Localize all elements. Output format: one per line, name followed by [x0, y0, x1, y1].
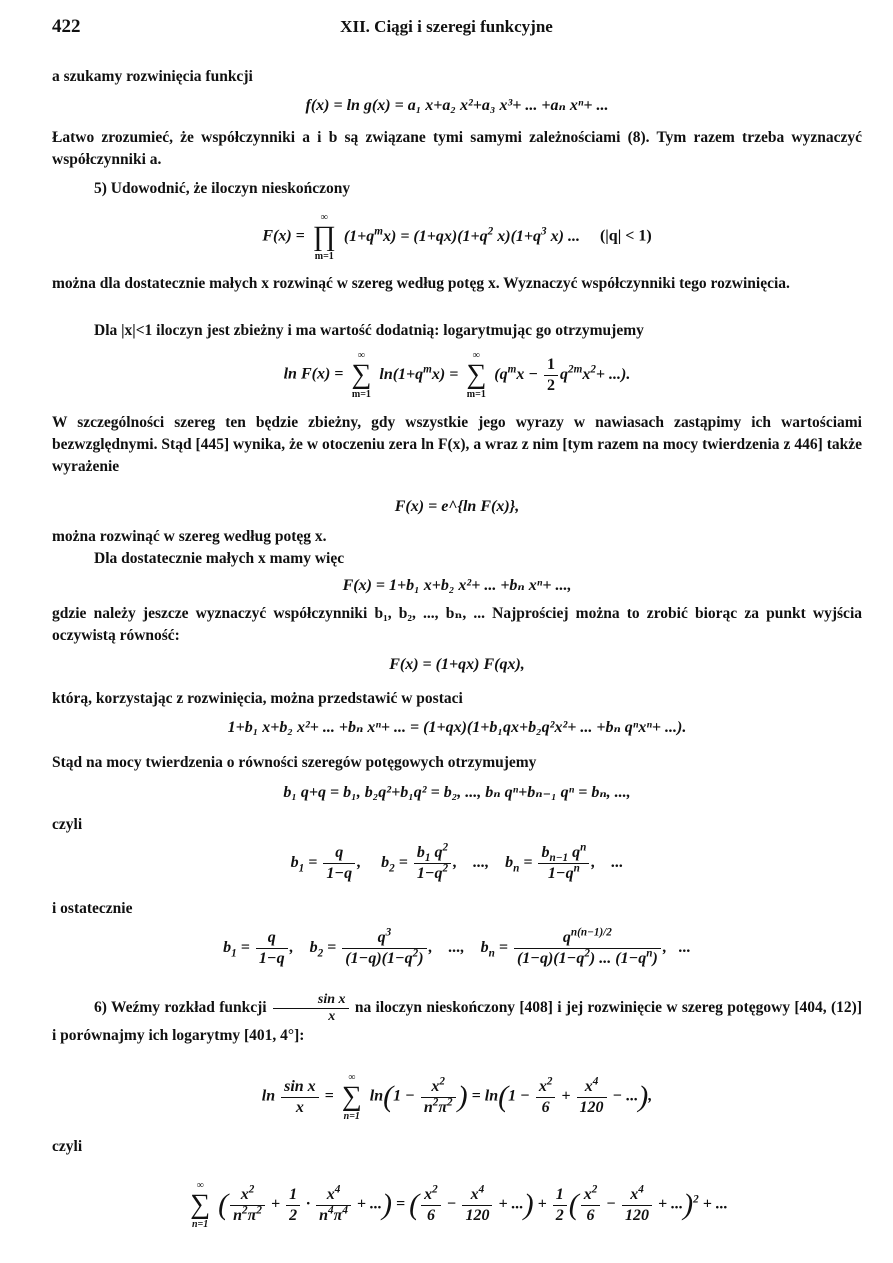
- equation-2-condition: (|q| < 1): [599, 227, 652, 245]
- paragraph-11: Stąd na mocy twierdzenia o równości szeregów potęgowych otrzymujemy: [52, 754, 537, 771]
- paragraph-3: 5) Udowodnić, że iloczyn nieskończony: [94, 180, 351, 197]
- equation-2: F(x) = ∞ ∏ m=1 $(1+q^mx) = (1+qx)(1+q^2$ $x)(1+q^3$ x) ... (|q| < 1): [262, 212, 652, 262]
- equation-6: F(x) = (1+qx) F(qx),: [389, 656, 525, 673]
- paragraph-14: [52, 992, 862, 1047]
- paragraph-6: W szczególności szereg ten będzie zbieżny, gdy wszystkie jego wyrazy w nawiasach zastąpimy ich wartościami bezwzględnymi. Stąd [445] wynika, że w otoczeniu zera ln F(x), a wraz z nim [tym razem na mocy twierdzenia z 446] także wyrażenie: [52, 414, 862, 475]
- page-number: 422: [52, 16, 81, 37]
- equation-4: F(x) = e^{ln F(x)},: [394, 498, 520, 515]
- equation-7: 1+b₁ x+b₂ x²+ ... +bₙ xⁿ+ ... = (1+qx)(1+b₁qx+b₂q²x²+ ... +bₙ qⁿxⁿ+ ...).: [227, 719, 687, 736]
- equation-11: ln $\frac{\text{sin x}}{x}$ = ∞ ∑ n=1 ln(1 − $\frac{x^2}{n^2\pi^2}$ ) = ln(1 − $\frac{x^2}{6}$ + $\frac{x^4}{120}$ − ...),: [261, 1072, 653, 1122]
- paragraph-15: czyli: [52, 1138, 83, 1155]
- paragraph-8: Dla dostatecznie małych x mamy więc: [94, 550, 345, 567]
- equation-5: F(x) = 1+b₁ x+b₂ x²+ ... +bₙ xⁿ+ ...,: [342, 577, 572, 594]
- equation-3: ln F(x) = ∞ ∑ m=1 $\ln(1+q^mx)$ = ∞ ∑ m=1 ($q^mx$ − $\frac{1}{2}$ $q^{2m}x^2+$ ...).: [283, 350, 631, 400]
- paragraph-1: a szukamy rozwinięcia funkcji: [52, 68, 253, 85]
- paragraph-4: można dla dostatecznie małych x rozwinąć w szereg według potęg x. Wyznaczyć współczynniki tego rozwinięcia.: [52, 275, 790, 292]
- paragraph-10: którą, korzystając z rozwinięcia, można przedstawić w postaci: [52, 690, 463, 707]
- paragraph-5: Dla |x|<1 iloczyn jest zbieżny i ma wartość dodatnią: logarytmując go otrzymujemy: [94, 322, 644, 339]
- equation-10: $b_1$ = $\frac{q}{1-q}$ , $b_2$ = $\frac{q^3}{(1-q)(1-q^2)}$ , ..., $b_n$ = $\frac{q^{n(n-1)/2}}{(1-q)(1-q^2) ... (1-q^n)}$ , ...: [223, 926, 691, 967]
- equation-1: f(x) = ln g(x) = a₁ x+a₂ x²+a₃ x³+ ... +aₙ xⁿ+ ...: [305, 97, 609, 114]
- paragraph-14-end: na iloczyn nieskończony [408] i jej rozwinięcie w szereg potęgowy [404, (12)] i porównajmy ich logarytmy [401, 4°]:: [52, 999, 862, 1044]
- equation-8: b₁ q+q = b₁, b₂q²+b₁q² = b₂, ..., bₙ qⁿ+bₙ₋₁ qⁿ = bₙ, ...,: [283, 784, 631, 801]
- page-header: [52, 16, 841, 40]
- running-title: XII. Ciągi i szeregi funkcyjne: [340, 17, 553, 36]
- paragraph-14-start: 6) Weźmy rozkład funkcji: [94, 999, 267, 1017]
- paragraph-9: gdzie należy jeszcze wyznaczyć współczynniki b₁, b₂, ..., bₙ, ... Najprościej można to zrobić biorąc za punkt wyjścia oczywistą równość:: [52, 605, 862, 644]
- paragraph-13: i ostatecznie: [52, 900, 133, 917]
- paragraph-7: można rozwinąć w szereg według potęg x.: [52, 528, 327, 545]
- equation-12: ∞ ∑ n=1 ( $\frac{x^2}{n^2\pi^2}$ + $\frac{1}{2}$ · $\frac{x^4}{n^4\pi^4}$ + ...) = ( $\frac{x^2}{6}$ − $\frac{x^4}{120}$ + ...) + $\frac{1}{2}$ ( $\frac{x^2}{6}$ − $\frac{x^4}{120}$ + ...)$^2$ + ...: [190, 1180, 728, 1230]
- paragraph-2: Łatwo zrozumieć, że współczynniki a i b są związane tymi samymi zależnościami (8). Tym razem trzeba wyznaczyć współczynniki a.: [52, 129, 862, 168]
- sinx-over-x-fraction: $\frac{\text{sin x}}{x}$: [273, 992, 349, 1025]
- paragraph-12: czyli: [52, 816, 83, 833]
- equation-9: $b_1$ = $\frac{q}{1-q}$ , $b_2$ = $\frac{b_1 q^2}{1-q^2}$ , ..., $b_n$ = $\frac{b_{n-1} q^n}{1-q^n}$ , ...: [290, 841, 624, 882]
